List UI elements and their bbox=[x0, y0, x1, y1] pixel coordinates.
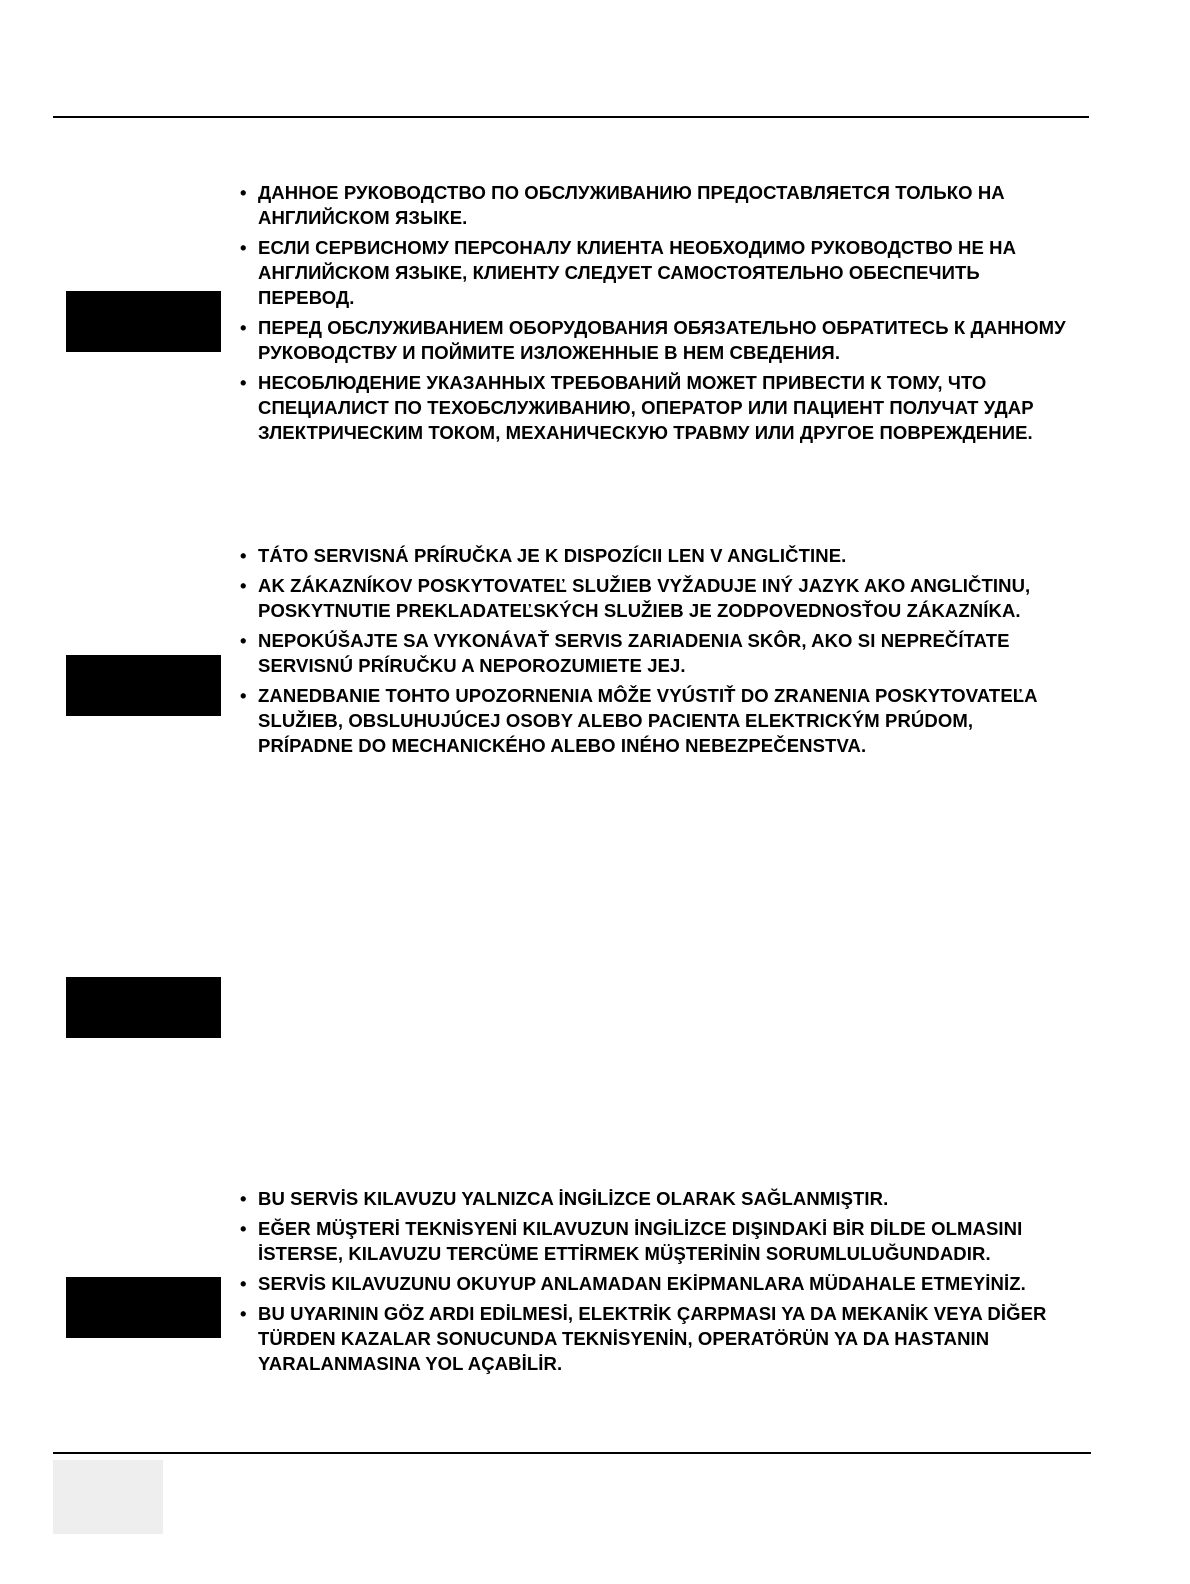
warning-item: • НЕСОБЛЮДЕНИЕ УКАЗАННЫХ ТРЕБОВАНИЙ МОЖЕТ ПРИВЕСТИ К ТОМУ, ЧТО СПЕЦИАЛИСТ ПО ТЕХОБСЛУЖИВАНИЮ, ОПЕРАТОР ИЛИ ПАЦИЕНТ ПОЛУЧАТ УДАР ЗЛЕКТРИЧЕСКИМ ТОКОМ, МЕХАНИЧЕСКУЮ ТРАВМУ ИЛИ ДРУГОЕ ПОВРЕЖДЕНИЕ. bbox=[238, 370, 1068, 445]
footer-rule bbox=[53, 1452, 1091, 1454]
page-number-tab bbox=[53, 1460, 163, 1534]
warning-item: • ДАННОЕ РУКОВОДСТВО ПО ОБСЛУЖИВАНИЮ ПРЕДОСТАВЛЯЕТСЯ ТОЛЬКО НА АНГЛИЙСКОМ ЯЗЫКЕ. bbox=[238, 180, 1068, 230]
warning-item: • NEPOKÚŠAJTE SA VYKONÁVAŤ SERVIS ZARIADENIA SKÔR, AKO SI NEPREČÍTATE SERVISNÚ PRÍRUČKU A NEPOROZUMIETE JEJ. bbox=[238, 628, 1068, 678]
warning-item: • ZANEDBANIE TOHTO UPOZORNENIA MÔŽE VYÚSTIŤ DO ZRANENIA POSKYTOVATEĽA SLUŽIEB, OBSLUHUJÚCEJ OSOBY ALEBO PACIENTA ELEKTRICKÝM PRÚDOM, PRÍPADNE DO MECHANICKÉHO ALEBO INÉHO NEBEZPEČENSTVA. bbox=[238, 683, 1068, 758]
redacted-label-block bbox=[66, 655, 221, 716]
redacted-label-block bbox=[66, 977, 221, 1038]
warning-list-turkish bbox=[238, 1186, 1068, 1381]
warning-item: • BU UYARININ GÖZ ARDI EDİLMESİ, ELEKTRİK ÇARPMASI YA DA MEKANİK VEYA DİĞER TÜRDEN KAZALAR SONUCUNDA TEKNİSYENİN, OPERATÖRÜN YA DA HASTANIN YARALANMASINA YOL AÇABİLİR. bbox=[238, 1301, 1068, 1376]
redacted-label-block bbox=[66, 1277, 221, 1338]
warning-item: • EĞER MÜŞTERİ TEKNİSYENİ KILAVUZUN İNGİLİZCE DIŞINDAKİ BİR DİLDE OLMASINI İSTERSE, KILAVUZU TERCÜME ETTİRMEK MÜŞTERİNİN SORUMLULUĞUNDADIR. bbox=[238, 1216, 1068, 1266]
warning-item: • ПЕРЕД ОБСЛУЖИВАНИЕМ ОБОРУДОВАНИЯ ОБЯЗАТЕЛЬНО ОБРАТИТЕСЬ К ДАННОМУ РУКОВОДСТВУ И ПОЙМИТЕ ИЗЛОЖЕННЫЕ В НЕМ СВЕДЕНИЯ. bbox=[238, 315, 1068, 365]
warning-item: • SERVİS KILAVUZUNU OKUYUP ANLAMADAN EKİPMANLARA MÜDAHALE ETMEYİNİZ. bbox=[238, 1271, 1068, 1296]
header-rule bbox=[53, 116, 1089, 118]
warning-list-slovak bbox=[238, 543, 1068, 763]
warning-item: • TÁTO SERVISNÁ PRÍRUČKA JE K DISPOZÍCII LEN V ANGLIČTINE. bbox=[238, 543, 1068, 568]
redacted-label-block bbox=[66, 291, 221, 352]
warning-item: • ЕСЛИ СЕРВИСНОМУ ПЕРСОНАЛУ КЛИЕНТА НЕОБХОДИМО РУКОВОДСТВО НЕ НА АНГЛИЙСКОМ ЯЗЫКЕ, КЛИЕНТУ СЛЕДУЕТ САМОСТОЯТЕЛЬНО ОБЕСПЕЧИТЬ ПЕРЕВОД. bbox=[238, 235, 1068, 310]
warning-list-russian bbox=[238, 180, 1068, 450]
warning-item: • BU SERVİS KILAVUZU YALNIZCA İNGİLİZCE OLARAK SAĞLANMIŞTIR. bbox=[238, 1186, 1068, 1211]
warning-item: • AK ZÁKAZNÍKOV POSKYTOVATEĽ SLUŽIEB VYŽADUJE INÝ JAZYK AKO ANGLIČTINU, POSKYTNUTIE PREKLADATEĽSKÝCH SLUŽIEB JE ZODPOVEDNOSŤOU ZÁKAZNÍKA. bbox=[238, 573, 1068, 623]
